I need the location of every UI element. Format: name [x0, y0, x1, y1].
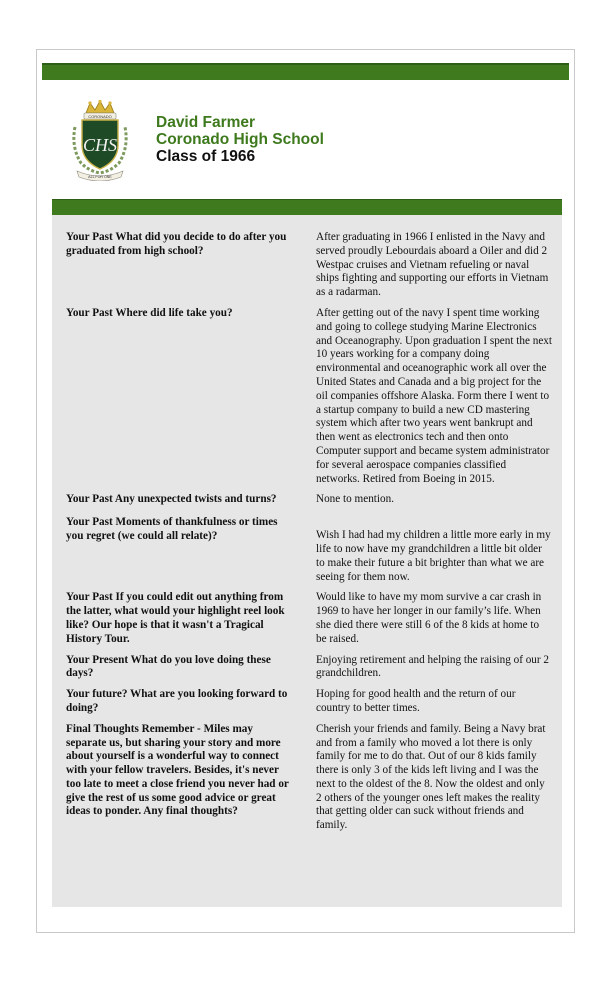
question-text: Your Past What did you decide to do after you graduated from high school? — [66, 231, 287, 257]
crest-letters: CHS — [82, 135, 118, 155]
profile-page — [36, 49, 575, 933]
alumni-name: David Farmer — [156, 114, 256, 131]
qa-row — [66, 723, 552, 833]
school-name: Coronado High School — [156, 131, 324, 148]
qa-row — [66, 493, 552, 507]
question-text: Your Past If you could edit out anything from the latter, what would your highlight reel look like? Our hope is that it wasn't a Tragical History Tour. — [66, 591, 285, 645]
qa-row — [66, 307, 552, 486]
answer-text: Wish I had had my children a little more early in my life to now have my grandchildren a little bit older to make their future a bit brighter than what we are seeing for them now. — [316, 529, 551, 583]
answer-text: Hoping for good health and the return of our country to better times. — [316, 688, 516, 714]
question-text: Your future? What are you looking forward to doing? — [66, 688, 288, 714]
qa-row — [66, 516, 552, 584]
question-text: Your Past Moments of thankfulness or times you regret (we could all relate)? — [66, 516, 278, 542]
answer-text: Would like to have my mom survive a car crash in 1969 to have her longer in our family’s life. When she died there were still 6 of the 8 kids at home to be raised. — [316, 591, 542, 645]
class-year: Class of 1966 — [156, 148, 256, 165]
qa-row — [66, 591, 552, 646]
qa-row — [66, 688, 552, 716]
question-text: Your Present What do you love doing these days? — [66, 653, 271, 680]
answer-text: None to mention. — [316, 493, 394, 506]
school-crest-logo — [67, 99, 133, 181]
answer-text: Enjoying retirement and helping the raising of our 2 grandchildren. — [316, 653, 550, 680]
qa-row — [66, 654, 552, 682]
answer-text: Cherish your friends and family. Being a Navy brat and from a family who moved a lot there is only family for me to do that. Out of our 8 kids family there is only 3 of the kids left living and I was the next to the oldest of the 8. Now the oldest and only 2 others of the younger ones left makes the reality that getting older can suck without friends and family. — [316, 722, 546, 832]
qa-panel — [52, 199, 562, 907]
panel-green-bar — [52, 199, 562, 215]
qa-row — [66, 231, 552, 300]
crest-banner-text: CORONADO — [88, 114, 112, 119]
question-text: Your Past Any unexpected twists and turns? — [66, 493, 277, 506]
answer-text: After graduating in 1966 I enlisted in the Navy and served proudly Lebourdais aboard a Oiler and did 2 Westpac cruises and Vietnam refueling or naval ships fighting and supporting our efforts in Vietnam as a radarman. — [316, 231, 549, 299]
qa-list — [66, 231, 552, 840]
profile-header — [156, 114, 324, 165]
question-text: Final Thoughts Remember - Miles may separate us, but sharing your story and more about yourself is a wonderful way to connect with your fellow travelers. Besides, it's never too late to meet a close friend you never had or give the rest of us some good advice or great ideas to ponder. Any final thoughts? — [66, 722, 289, 818]
crest-motto-text: ALL FOR ONE — [88, 175, 112, 179]
top-green-bar — [42, 63, 569, 80]
question-text: Your Past Where did life take you? — [66, 306, 233, 319]
answer-text: After getting out of the navy I spent time working and going to college studying Marine Electronics and Oceanography. Upon graduation I spent the next 10 years working for a company doing environmental and oceanographic work all over the United States and Canada and a big project for the oil companies offshore Alaska. Form there I went to a startup company to build a new CD mastering system which after two years went bankrupt and then went as electronics tech and then onto Computer support and became system administrator for several aerospace companies classified networks. Retired from Boeing in 2015. — [316, 306, 553, 485]
